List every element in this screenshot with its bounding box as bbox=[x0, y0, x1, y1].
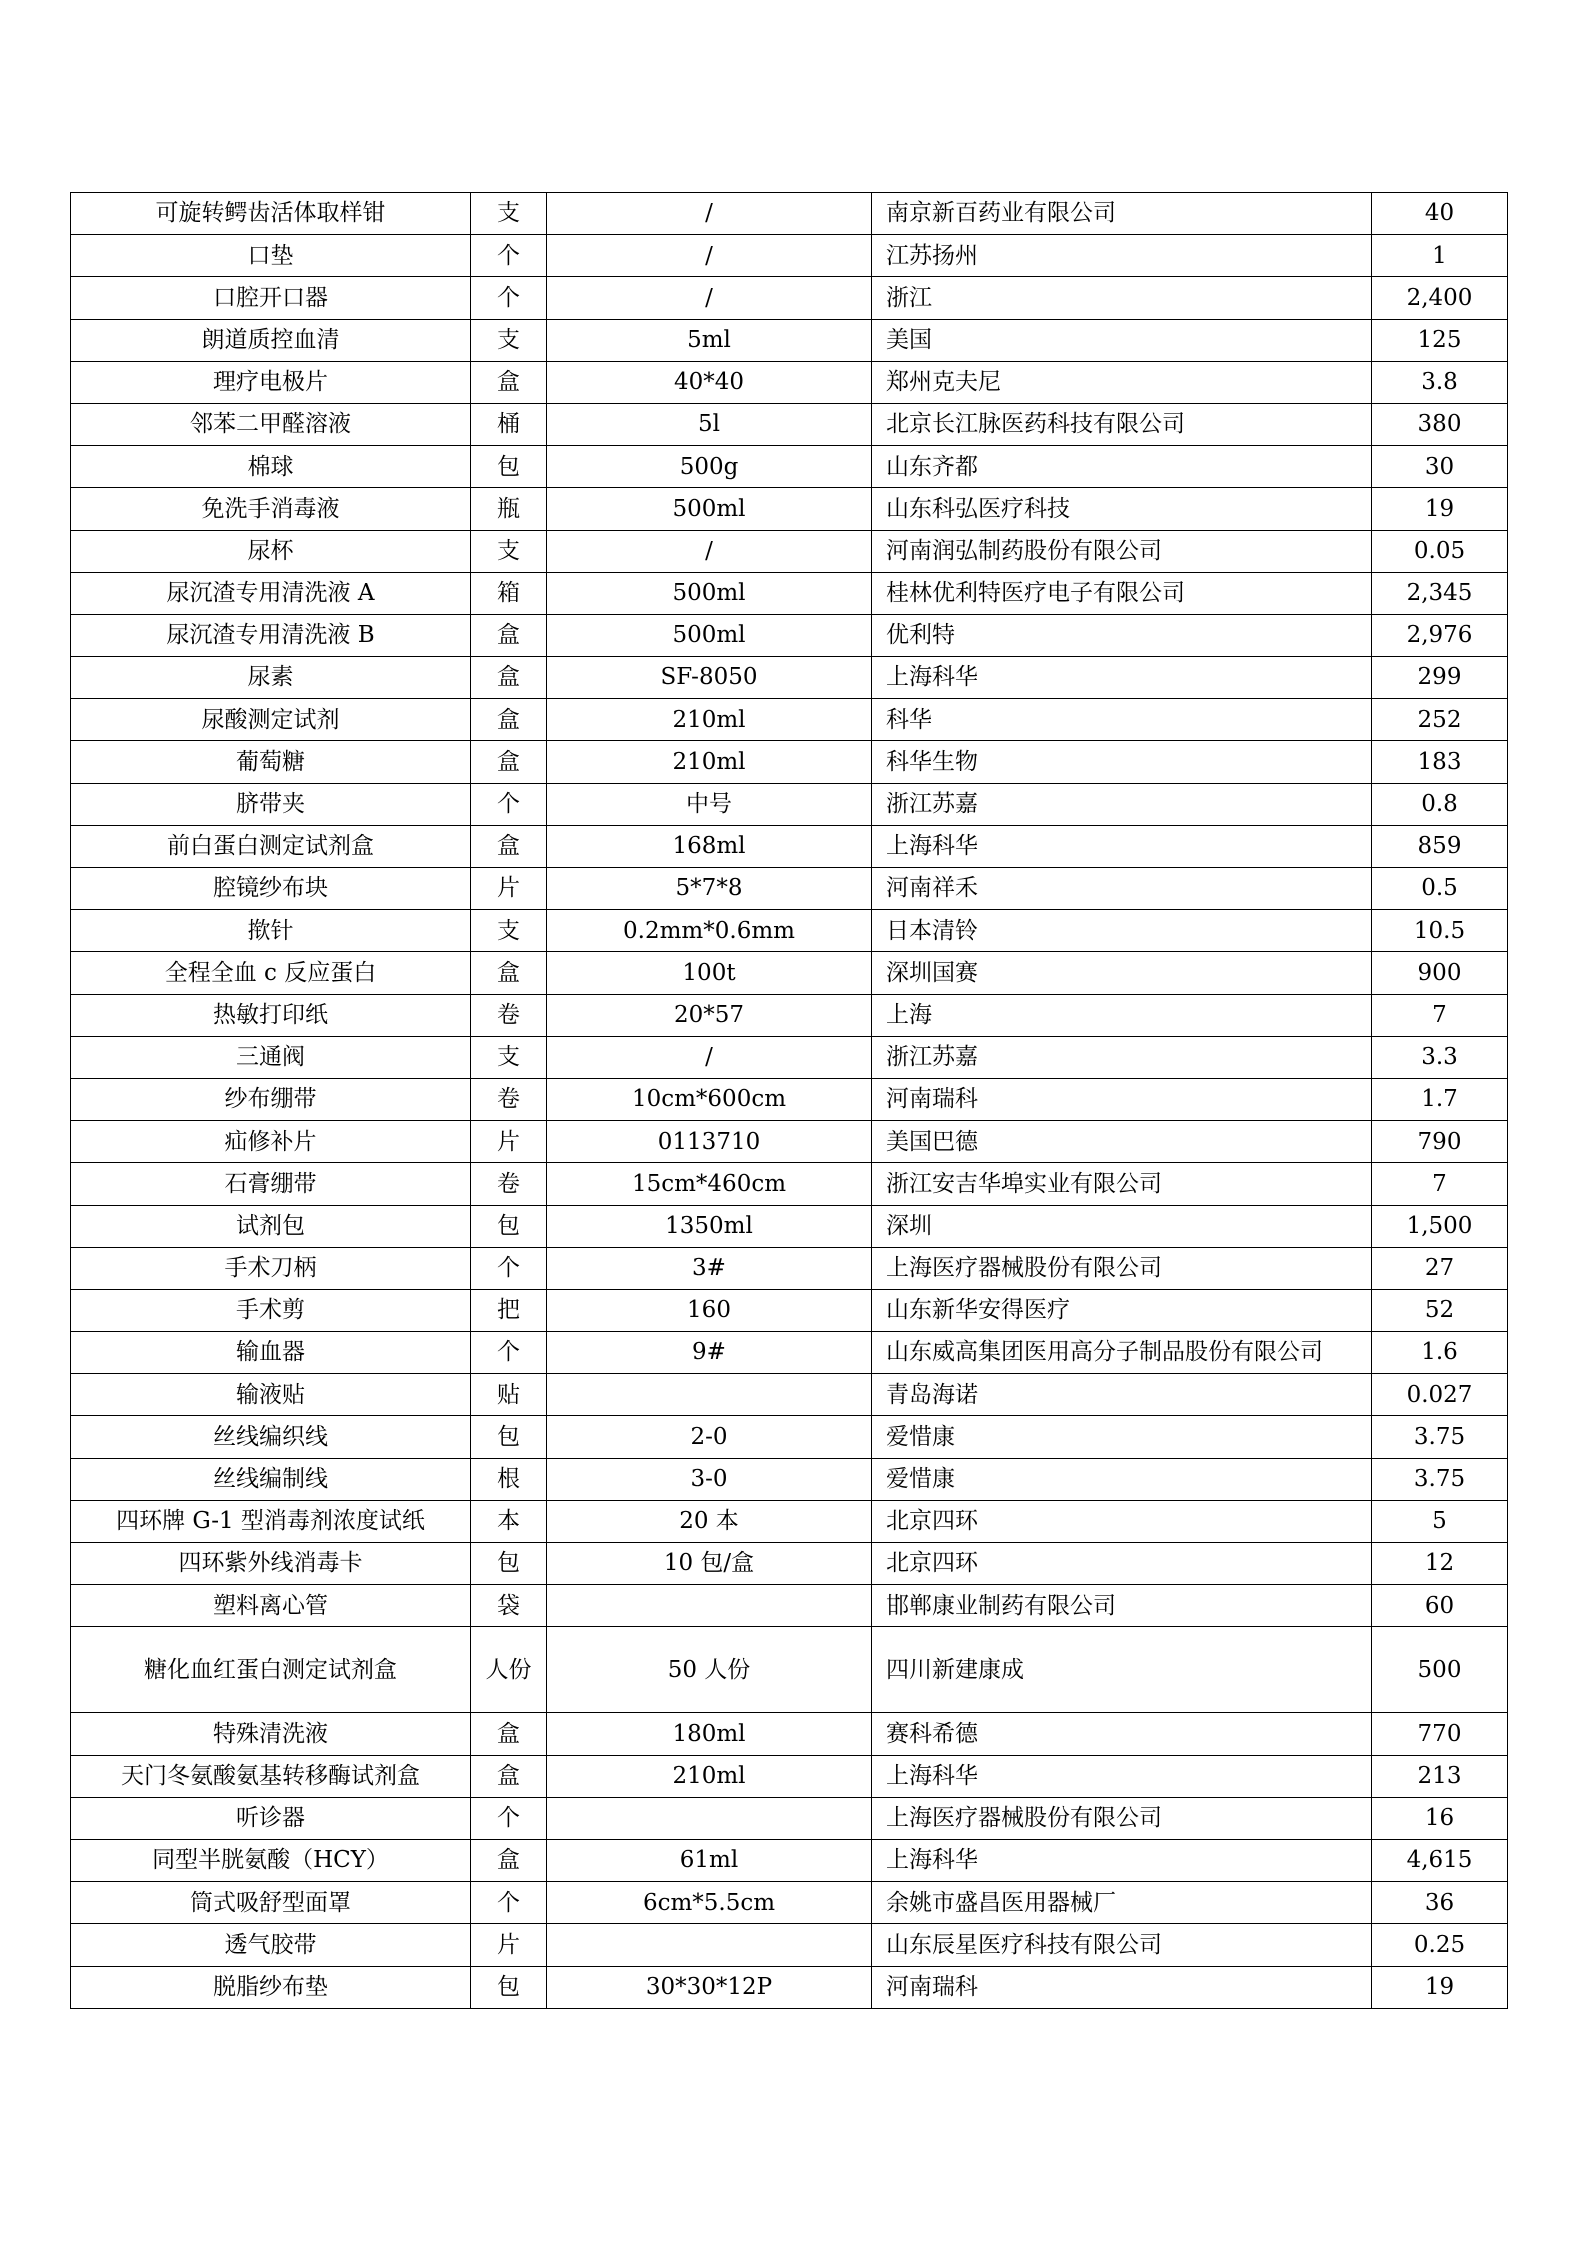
table-row bbox=[71, 572, 1508, 614]
manufacturer-cell: 赛科希德 bbox=[872, 1713, 1372, 1755]
table-row bbox=[71, 1205, 1508, 1247]
manufacturer-cell: 浙江苏嘉 bbox=[872, 783, 1372, 825]
table-row bbox=[71, 952, 1508, 994]
item-name-cell: 尿沉渣专用清洗液 A bbox=[71, 572, 471, 614]
spec-cell: 0.2mm*0.6mm bbox=[547, 910, 872, 952]
manufacturer-cell: 山东威高集团医用高分子制品股份有限公司 bbox=[872, 1332, 1372, 1374]
item-name-cell: 石膏绷带 bbox=[71, 1163, 471, 1205]
table-row bbox=[71, 1416, 1508, 1458]
manufacturer-cell: 美国巴德 bbox=[872, 1121, 1372, 1163]
unit-cell: 贴 bbox=[471, 1374, 547, 1416]
price-cell: 1 bbox=[1372, 235, 1508, 277]
unit-cell: 支 bbox=[471, 1036, 547, 1078]
table-row bbox=[71, 1627, 1508, 1713]
spec-cell bbox=[547, 1374, 872, 1416]
item-name-cell: 棉球 bbox=[71, 446, 471, 488]
item-name-cell: 前白蛋白测定试剂盒 bbox=[71, 825, 471, 867]
manufacturer-cell: 深圳国赛 bbox=[872, 952, 1372, 994]
item-name-cell: 尿杯 bbox=[71, 530, 471, 572]
item-name-cell: 邻苯二甲醛溶液 bbox=[71, 403, 471, 445]
price-cell: 36 bbox=[1372, 1882, 1508, 1924]
unit-cell: 包 bbox=[471, 1543, 547, 1585]
unit-cell: 瓶 bbox=[471, 488, 547, 530]
table-row bbox=[71, 741, 1508, 783]
table-row bbox=[71, 1163, 1508, 1205]
manufacturer-cell: 上海医疗器械股份有限公司 bbox=[872, 1797, 1372, 1839]
unit-cell: 盒 bbox=[471, 361, 547, 403]
item-name-cell: 可旋转鳄齿活体取样钳 bbox=[71, 193, 471, 235]
spec-cell: / bbox=[547, 235, 872, 277]
unit-cell: 支 bbox=[471, 910, 547, 952]
unit-cell: 个 bbox=[471, 1247, 547, 1289]
unit-cell: 盒 bbox=[471, 952, 547, 994]
item-name-cell: 全程全血 c 反应蛋白 bbox=[71, 952, 471, 994]
item-name-cell: 揿针 bbox=[71, 910, 471, 952]
manufacturer-cell: 北京四环 bbox=[872, 1500, 1372, 1542]
unit-cell: 包 bbox=[471, 1205, 547, 1247]
unit-cell: 片 bbox=[471, 1924, 547, 1966]
unit-cell: 把 bbox=[471, 1289, 547, 1331]
item-name-cell: 塑料离心管 bbox=[71, 1585, 471, 1627]
table-row bbox=[71, 1585, 1508, 1627]
table-row bbox=[71, 868, 1508, 910]
spec-cell bbox=[547, 1924, 872, 1966]
price-cell: 900 bbox=[1372, 952, 1508, 994]
price-cell: 16 bbox=[1372, 1797, 1508, 1839]
spec-cell: SF-8050 bbox=[547, 657, 872, 699]
unit-cell: 片 bbox=[471, 1121, 547, 1163]
table-row bbox=[71, 1882, 1508, 1924]
spec-cell bbox=[547, 1585, 872, 1627]
spec-cell: 1350ml bbox=[547, 1205, 872, 1247]
spec-cell: / bbox=[547, 530, 872, 572]
table-row bbox=[71, 825, 1508, 867]
spec-cell: 160 bbox=[547, 1289, 872, 1331]
price-cell: 1.6 bbox=[1372, 1332, 1508, 1374]
item-name-cell: 听诊器 bbox=[71, 1797, 471, 1839]
spec-cell: 3# bbox=[547, 1247, 872, 1289]
price-cell: 19 bbox=[1372, 488, 1508, 530]
item-name-cell: 丝线编制线 bbox=[71, 1458, 471, 1500]
unit-cell: 盒 bbox=[471, 741, 547, 783]
table-row bbox=[71, 1458, 1508, 1500]
price-cell: 859 bbox=[1372, 825, 1508, 867]
item-name-cell: 热敏打印纸 bbox=[71, 994, 471, 1036]
spec-cell: 210ml bbox=[547, 1755, 872, 1797]
table-row bbox=[71, 361, 1508, 403]
unit-cell: 盒 bbox=[471, 1755, 547, 1797]
price-cell: 30 bbox=[1372, 446, 1508, 488]
supplies-table-body bbox=[71, 193, 1508, 2009]
manufacturer-cell: 日本清铃 bbox=[872, 910, 1372, 952]
unit-cell: 盒 bbox=[471, 657, 547, 699]
item-name-cell: 筒式吸舒型面罩 bbox=[71, 1882, 471, 1924]
item-name-cell: 三通阀 bbox=[71, 1036, 471, 1078]
manufacturer-cell: 北京四环 bbox=[872, 1543, 1372, 1585]
price-cell: 5 bbox=[1372, 1500, 1508, 1542]
manufacturer-cell: 上海科华 bbox=[872, 825, 1372, 867]
item-name-cell: 理疗电极片 bbox=[71, 361, 471, 403]
item-name-cell: 四环牌 G-1 型消毒剂浓度试纸 bbox=[71, 1500, 471, 1542]
unit-cell: 卷 bbox=[471, 994, 547, 1036]
price-cell: 0.027 bbox=[1372, 1374, 1508, 1416]
spec-cell: 500g bbox=[547, 446, 872, 488]
spec-cell: 100t bbox=[547, 952, 872, 994]
table-row bbox=[71, 994, 1508, 1036]
unit-cell: 包 bbox=[471, 1966, 547, 2008]
price-cell: 1,500 bbox=[1372, 1205, 1508, 1247]
price-cell: 299 bbox=[1372, 657, 1508, 699]
spec-cell bbox=[547, 1797, 872, 1839]
unit-cell: 个 bbox=[471, 1332, 547, 1374]
item-name-cell: 脱脂纱布垫 bbox=[71, 1966, 471, 2008]
manufacturer-cell: 科华生物 bbox=[872, 741, 1372, 783]
spec-cell: / bbox=[547, 277, 872, 319]
spec-cell: / bbox=[547, 193, 872, 235]
price-cell: 7 bbox=[1372, 994, 1508, 1036]
price-cell: 770 bbox=[1372, 1713, 1508, 1755]
price-cell: 252 bbox=[1372, 699, 1508, 741]
manufacturer-cell: 优利特 bbox=[872, 614, 1372, 656]
table-row bbox=[71, 193, 1508, 235]
item-name-cell: 糖化血红蛋白测定试剂盒 bbox=[71, 1627, 471, 1713]
price-cell: 2,400 bbox=[1372, 277, 1508, 319]
price-cell: 4,615 bbox=[1372, 1839, 1508, 1881]
price-cell: 19 bbox=[1372, 1966, 1508, 2008]
item-name-cell: 朗道质控血清 bbox=[71, 319, 471, 361]
price-cell: 10.5 bbox=[1372, 910, 1508, 952]
price-cell: 213 bbox=[1372, 1755, 1508, 1797]
spec-cell: 6cm*5.5cm bbox=[547, 1882, 872, 1924]
price-cell: 40 bbox=[1372, 193, 1508, 235]
supplies-table bbox=[70, 192, 1508, 2009]
table-row bbox=[71, 277, 1508, 319]
item-name-cell: 腔镜纱布块 bbox=[71, 868, 471, 910]
table-row bbox=[71, 1755, 1508, 1797]
price-cell: 183 bbox=[1372, 741, 1508, 783]
spec-cell: 210ml bbox=[547, 699, 872, 741]
manufacturer-cell: 四川新建康成 bbox=[872, 1627, 1372, 1713]
item-name-cell: 口腔开口器 bbox=[71, 277, 471, 319]
spec-cell: 180ml bbox=[547, 1713, 872, 1755]
item-name-cell: 葡萄糖 bbox=[71, 741, 471, 783]
unit-cell: 袋 bbox=[471, 1585, 547, 1627]
manufacturer-cell: 爱惜康 bbox=[872, 1458, 1372, 1500]
price-cell: 3.75 bbox=[1372, 1458, 1508, 1500]
unit-cell: 卷 bbox=[471, 1163, 547, 1205]
manufacturer-cell: 上海科华 bbox=[872, 1755, 1372, 1797]
table-row bbox=[71, 1289, 1508, 1331]
item-name-cell: 丝线编织线 bbox=[71, 1416, 471, 1458]
manufacturer-cell: 余姚市盛昌医用器械厂 bbox=[872, 1882, 1372, 1924]
price-cell: 3.8 bbox=[1372, 361, 1508, 403]
manufacturer-cell: 山东科弘医疗科技 bbox=[872, 488, 1372, 530]
spec-cell: 3-0 bbox=[547, 1458, 872, 1500]
manufacturer-cell: 山东齐都 bbox=[872, 446, 1372, 488]
unit-cell: 盒 bbox=[471, 699, 547, 741]
spec-cell: / bbox=[547, 1036, 872, 1078]
table-row bbox=[71, 1713, 1508, 1755]
manufacturer-cell: 桂林优利特医疗电子有限公司 bbox=[872, 572, 1372, 614]
unit-cell: 个 bbox=[471, 1797, 547, 1839]
item-name-cell: 手术剪 bbox=[71, 1289, 471, 1331]
spec-cell: 30*30*12P bbox=[547, 1966, 872, 2008]
spec-cell: 50 人份 bbox=[547, 1627, 872, 1713]
price-cell: 3.75 bbox=[1372, 1416, 1508, 1458]
table-row bbox=[71, 1036, 1508, 1078]
price-cell: 125 bbox=[1372, 319, 1508, 361]
price-cell: 0.5 bbox=[1372, 868, 1508, 910]
item-name-cell: 输液贴 bbox=[71, 1374, 471, 1416]
unit-cell: 根 bbox=[471, 1458, 547, 1500]
spec-cell: 210ml bbox=[547, 741, 872, 783]
price-cell: 0.05 bbox=[1372, 530, 1508, 572]
manufacturer-cell: 浙江苏嘉 bbox=[872, 1036, 1372, 1078]
spec-cell: 61ml bbox=[547, 1839, 872, 1881]
manufacturer-cell: 上海医疗器械股份有限公司 bbox=[872, 1247, 1372, 1289]
spec-cell: 5ml bbox=[547, 319, 872, 361]
item-name-cell: 脐带夹 bbox=[71, 783, 471, 825]
manufacturer-cell: 深圳 bbox=[872, 1205, 1372, 1247]
manufacturer-cell: 山东新华安得医疗 bbox=[872, 1289, 1372, 1331]
table-row bbox=[71, 1121, 1508, 1163]
manufacturer-cell: 浙江安吉华埠实业有限公司 bbox=[872, 1163, 1372, 1205]
spec-cell: 20 本 bbox=[547, 1500, 872, 1542]
manufacturer-cell: 河南瑞科 bbox=[872, 1078, 1372, 1120]
unit-cell: 人份 bbox=[471, 1627, 547, 1713]
spec-cell: 10 包/盒 bbox=[547, 1543, 872, 1585]
unit-cell: 片 bbox=[471, 868, 547, 910]
item-name-cell: 试剂包 bbox=[71, 1205, 471, 1247]
table-row bbox=[71, 446, 1508, 488]
manufacturer-cell: 浙江 bbox=[872, 277, 1372, 319]
spec-cell: 中号 bbox=[547, 783, 872, 825]
spec-cell: 40*40 bbox=[547, 361, 872, 403]
manufacturer-cell: 邯郸康业制药有限公司 bbox=[872, 1585, 1372, 1627]
table-row bbox=[71, 657, 1508, 699]
unit-cell: 包 bbox=[471, 1416, 547, 1458]
price-cell: 2,345 bbox=[1372, 572, 1508, 614]
table-row bbox=[71, 1500, 1508, 1542]
manufacturer-cell: 北京长江脉医药科技有限公司 bbox=[872, 403, 1372, 445]
item-name-cell: 疝修补片 bbox=[71, 1121, 471, 1163]
spec-cell: 10cm*600cm bbox=[547, 1078, 872, 1120]
unit-cell: 个 bbox=[471, 783, 547, 825]
table-row bbox=[71, 319, 1508, 361]
manufacturer-cell: 河南瑞科 bbox=[872, 1966, 1372, 2008]
item-name-cell: 手术刀柄 bbox=[71, 1247, 471, 1289]
item-name-cell: 免洗手消毒液 bbox=[71, 488, 471, 530]
table-row bbox=[71, 1374, 1508, 1416]
manufacturer-cell: 河南润弘制药股份有限公司 bbox=[872, 530, 1372, 572]
manufacturer-cell: 江苏扬州 bbox=[872, 235, 1372, 277]
table-row bbox=[71, 1924, 1508, 1966]
manufacturer-cell: 爱惜康 bbox=[872, 1416, 1372, 1458]
price-cell: 3.3 bbox=[1372, 1036, 1508, 1078]
spec-cell: 5*7*8 bbox=[547, 868, 872, 910]
spec-cell: 2-0 bbox=[547, 1416, 872, 1458]
manufacturer-cell: 南京新百药业有限公司 bbox=[872, 193, 1372, 235]
manufacturer-cell: 美国 bbox=[872, 319, 1372, 361]
item-name-cell: 尿沉渣专用清洗液 B bbox=[71, 614, 471, 656]
table-row bbox=[71, 488, 1508, 530]
table-row bbox=[71, 530, 1508, 572]
table-row bbox=[71, 1247, 1508, 1289]
table-row bbox=[71, 1078, 1508, 1120]
manufacturer-cell: 科华 bbox=[872, 699, 1372, 741]
item-name-cell: 天门冬氨酸氨基转移酶试剂盒 bbox=[71, 1755, 471, 1797]
table-row bbox=[71, 235, 1508, 277]
price-cell: 790 bbox=[1372, 1121, 1508, 1163]
item-name-cell: 尿酸测定试剂 bbox=[71, 699, 471, 741]
spec-cell: 500ml bbox=[547, 614, 872, 656]
unit-cell: 盒 bbox=[471, 614, 547, 656]
item-name-cell: 同型半胱氨酸（HCY） bbox=[71, 1839, 471, 1881]
manufacturer-cell: 上海 bbox=[872, 994, 1372, 1036]
price-cell: 60 bbox=[1372, 1585, 1508, 1627]
table-row bbox=[71, 1332, 1508, 1374]
price-cell: 2,976 bbox=[1372, 614, 1508, 656]
spec-cell: 9# bbox=[547, 1332, 872, 1374]
price-cell: 12 bbox=[1372, 1543, 1508, 1585]
price-cell: 0.25 bbox=[1372, 1924, 1508, 1966]
price-cell: 500 bbox=[1372, 1627, 1508, 1713]
unit-cell: 个 bbox=[471, 235, 547, 277]
price-cell: 0.8 bbox=[1372, 783, 1508, 825]
unit-cell: 箱 bbox=[471, 572, 547, 614]
unit-cell: 个 bbox=[471, 1882, 547, 1924]
price-cell: 1.7 bbox=[1372, 1078, 1508, 1120]
table-row bbox=[71, 1797, 1508, 1839]
price-cell: 52 bbox=[1372, 1289, 1508, 1331]
item-name-cell: 特殊清洗液 bbox=[71, 1713, 471, 1755]
table-row bbox=[71, 403, 1508, 445]
spec-cell: 500ml bbox=[547, 572, 872, 614]
table-row bbox=[71, 1966, 1508, 2008]
price-cell: 380 bbox=[1372, 403, 1508, 445]
spec-cell: 20*57 bbox=[547, 994, 872, 1036]
unit-cell: 个 bbox=[471, 277, 547, 319]
item-name-cell: 透气胶带 bbox=[71, 1924, 471, 1966]
item-name-cell: 口垫 bbox=[71, 235, 471, 277]
spec-cell: 0113710 bbox=[547, 1121, 872, 1163]
item-name-cell: 纱布绷带 bbox=[71, 1078, 471, 1120]
manufacturer-cell: 山东辰星医疗科技有限公司 bbox=[872, 1924, 1372, 1966]
manufacturer-cell: 郑州克夫尼 bbox=[872, 361, 1372, 403]
unit-cell: 支 bbox=[471, 193, 547, 235]
spec-cell: 168ml bbox=[547, 825, 872, 867]
manufacturer-cell: 上海科华 bbox=[872, 1839, 1372, 1881]
table-row bbox=[71, 783, 1508, 825]
item-name-cell: 尿素 bbox=[71, 657, 471, 699]
price-cell: 7 bbox=[1372, 1163, 1508, 1205]
unit-cell: 支 bbox=[471, 319, 547, 361]
unit-cell: 本 bbox=[471, 1500, 547, 1542]
table-row bbox=[71, 1543, 1508, 1585]
table-row bbox=[71, 1839, 1508, 1881]
table-row bbox=[71, 699, 1508, 741]
unit-cell: 盒 bbox=[471, 1713, 547, 1755]
item-name-cell: 输血器 bbox=[71, 1332, 471, 1374]
table-row bbox=[71, 910, 1508, 952]
table-row bbox=[71, 614, 1508, 656]
unit-cell: 盒 bbox=[471, 825, 547, 867]
unit-cell: 盒 bbox=[471, 1839, 547, 1881]
spec-cell: 500ml bbox=[547, 488, 872, 530]
unit-cell: 卷 bbox=[471, 1078, 547, 1120]
manufacturer-cell: 上海科华 bbox=[872, 657, 1372, 699]
spec-cell: 5l bbox=[547, 403, 872, 445]
manufacturer-cell: 青岛海诺 bbox=[872, 1374, 1372, 1416]
item-name-cell: 四环紫外线消毒卡 bbox=[71, 1543, 471, 1585]
unit-cell: 支 bbox=[471, 530, 547, 572]
unit-cell: 桶 bbox=[471, 403, 547, 445]
unit-cell: 包 bbox=[471, 446, 547, 488]
manufacturer-cell: 河南祥禾 bbox=[872, 868, 1372, 910]
price-cell: 27 bbox=[1372, 1247, 1508, 1289]
spec-cell: 15cm*460cm bbox=[547, 1163, 872, 1205]
